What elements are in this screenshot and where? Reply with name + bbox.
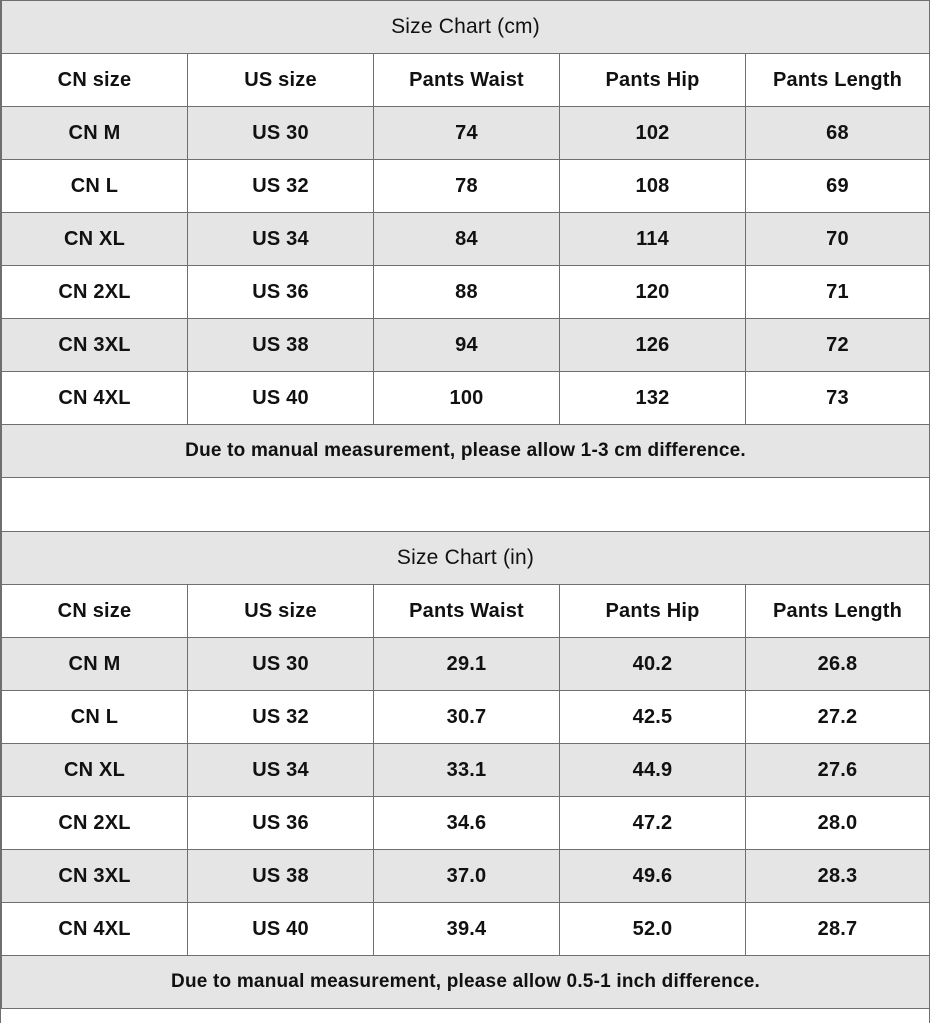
- cm-measurement-note: Due to manual measurement, please allow 1-3 cm difference.: [2, 425, 930, 478]
- table-cell: 72: [746, 319, 930, 372]
- table-cell: US 40: [188, 372, 374, 425]
- in-header-pants-length: Pants Length: [746, 585, 930, 638]
- cm-header-pants-hip: Pants Hip: [560, 54, 746, 107]
- table-cell: US 40: [188, 903, 374, 956]
- table-cell: US 30: [188, 107, 374, 160]
- table-cell: US 32: [188, 691, 374, 744]
- table-cell: 71: [746, 266, 930, 319]
- table-cell: CN 4XL: [2, 372, 188, 425]
- table-cell: 94: [374, 319, 560, 372]
- table-cell: 34.6: [374, 797, 560, 850]
- table-cell: 49.6: [560, 850, 746, 903]
- table-cell: 102: [560, 107, 746, 160]
- table-cell: 69: [746, 160, 930, 213]
- table-cell: 26.8: [746, 638, 930, 691]
- cm-header-pants-length: Pants Length: [746, 54, 930, 107]
- table-cell: 27.6: [746, 744, 930, 797]
- table-cell: CN 3XL: [2, 850, 188, 903]
- table-cell: CN M: [2, 107, 188, 160]
- table-row: [2, 266, 930, 319]
- table-cell: 73: [746, 372, 930, 425]
- in-header-pants-waist: Pants Waist: [374, 585, 560, 638]
- table-cell: US 34: [188, 213, 374, 266]
- table-row: [2, 850, 930, 903]
- table-cell: CN L: [2, 691, 188, 744]
- table-row: [2, 160, 930, 213]
- size-chart-table: [1, 0, 930, 1009]
- table-cell: 30.7: [374, 691, 560, 744]
- table-row: [2, 638, 930, 691]
- table-cell: CN L: [2, 160, 188, 213]
- table-cell: 70: [746, 213, 930, 266]
- table-cell: US 36: [188, 266, 374, 319]
- in-chart-title: Size Chart (in): [2, 532, 930, 585]
- table-cell: CN XL: [2, 213, 188, 266]
- cm-chart-title: Size Chart (cm): [2, 1, 930, 54]
- table-cell: 28.3: [746, 850, 930, 903]
- table-cell: 29.1: [374, 638, 560, 691]
- in-header-row: [2, 585, 930, 638]
- table-row: [2, 903, 930, 956]
- table-cell: CN XL: [2, 744, 188, 797]
- table-cell: US 38: [188, 319, 374, 372]
- table-cell: 84: [374, 213, 560, 266]
- table-cell: 27.2: [746, 691, 930, 744]
- table-row: [2, 107, 930, 160]
- in-header-pants-hip: Pants Hip: [560, 585, 746, 638]
- table-row: [2, 691, 930, 744]
- table-cell: 37.0: [374, 850, 560, 903]
- table-cell: 68: [746, 107, 930, 160]
- table-cell: 33.1: [374, 744, 560, 797]
- table-row: [2, 744, 930, 797]
- table-cell: 44.9: [560, 744, 746, 797]
- in-header-cn-size: CN size: [2, 585, 188, 638]
- table-row: [2, 372, 930, 425]
- cm-header-cn-size: CN size: [2, 54, 188, 107]
- table-cell: 40.2: [560, 638, 746, 691]
- table-cell: 47.2: [560, 797, 746, 850]
- table-cell: CN M: [2, 638, 188, 691]
- table-cell: US 30: [188, 638, 374, 691]
- table-row: [2, 213, 930, 266]
- table-cell: CN 2XL: [2, 797, 188, 850]
- table-cell: 74: [374, 107, 560, 160]
- cm-header-row: [2, 54, 930, 107]
- table-cell: 100: [374, 372, 560, 425]
- table-cell: 42.5: [560, 691, 746, 744]
- table-cell: US 38: [188, 850, 374, 903]
- table-cell: 88: [374, 266, 560, 319]
- table-cell: 39.4: [374, 903, 560, 956]
- table-cell: CN 2XL: [2, 266, 188, 319]
- table-cell: 108: [560, 160, 746, 213]
- table-cell: 126: [560, 319, 746, 372]
- table-cell: US 32: [188, 160, 374, 213]
- table-cell: 132: [560, 372, 746, 425]
- table-cell: 52.0: [560, 903, 746, 956]
- cm-header-us-size: US size: [188, 54, 374, 107]
- cm-header-pants-waist: Pants Waist: [374, 54, 560, 107]
- table-spacer: [2, 478, 930, 532]
- table-row: [2, 319, 930, 372]
- table-cell: US 36: [188, 797, 374, 850]
- table-cell: 78: [374, 160, 560, 213]
- table-row: [2, 797, 930, 850]
- table-cell: CN 4XL: [2, 903, 188, 956]
- table-cell: 120: [560, 266, 746, 319]
- table-cell: 114: [560, 213, 746, 266]
- table-cell: 28.0: [746, 797, 930, 850]
- table-cell: 28.7: [746, 903, 930, 956]
- table-cell: CN 3XL: [2, 319, 188, 372]
- in-header-us-size: US size: [188, 585, 374, 638]
- table-cell: US 34: [188, 744, 374, 797]
- in-measurement-note: Due to manual measurement, please allow 0.5-1 inch difference.: [2, 956, 930, 1009]
